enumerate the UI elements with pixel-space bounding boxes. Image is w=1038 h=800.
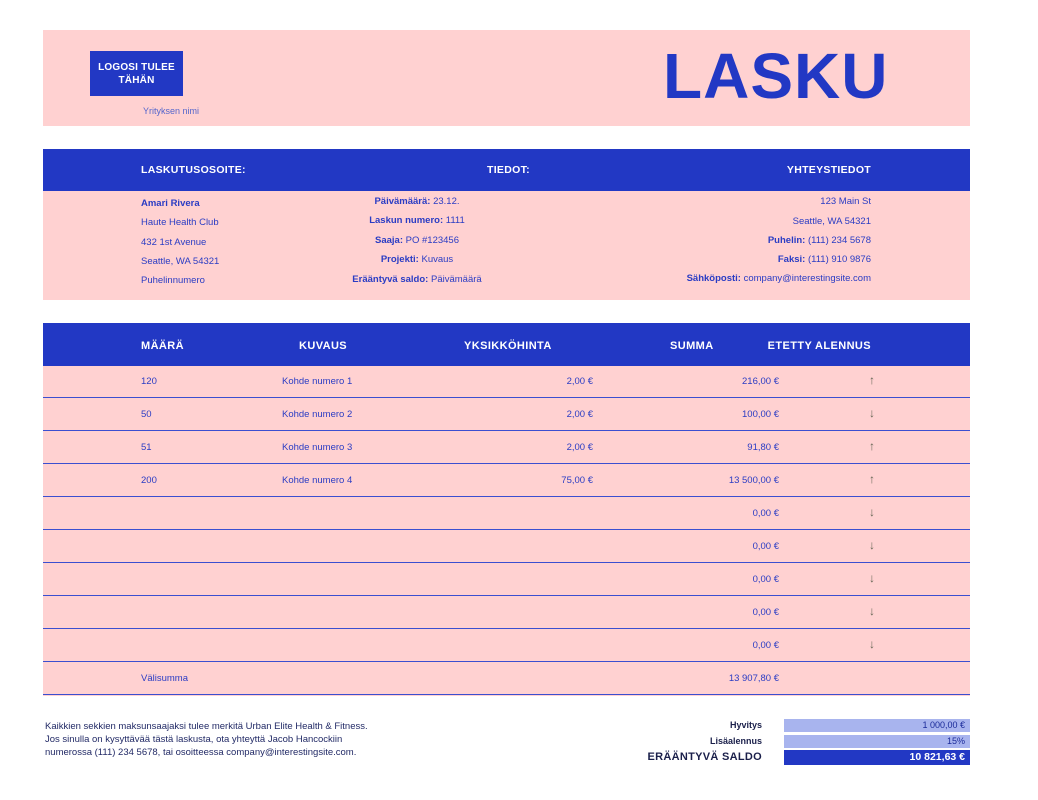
row-qty: 50 [141, 409, 152, 420]
contact-email [687, 272, 871, 286]
table-row [43, 399, 970, 431]
row-sum: 0,00 € [752, 508, 779, 519]
arrow-down-icon: ↓ [869, 538, 875, 552]
row-qty: 120 [141, 376, 157, 387]
row-desc: Kohde numero 3 [282, 442, 353, 453]
contact-phone-label: Puhelin: [767, 235, 806, 246]
contact-fax [778, 253, 871, 267]
subtotal-label: Välisumma [141, 673, 188, 684]
row-desc: Kohde numero 4 [282, 475, 353, 486]
table-row [43, 531, 970, 563]
details-heading: TIEDOT: [487, 164, 530, 176]
billing-name: Amari Rivera [141, 198, 200, 209]
contact-phone [768, 234, 871, 248]
detail-project-label: Projekti: [380, 254, 419, 265]
table-row [43, 432, 970, 464]
row-sum: 0,00 € [752, 640, 779, 651]
row-desc: Kohde numero 1 [282, 376, 353, 387]
subtotal-value: 13 907,80 € [728, 673, 779, 684]
arrow-down-icon: ↓ [869, 637, 875, 651]
detail-date-label: Päivämäärä: [374, 196, 431, 207]
detail-invoice-number [287, 214, 547, 228]
row-desc: Kohde numero 2 [282, 409, 353, 420]
detail-invoice-number-label: Laskun numero: [369, 215, 444, 226]
detail-project-value: Kuvaus [421, 254, 454, 265]
billing-street: 432 1st Avenue [141, 237, 207, 248]
table-row [43, 564, 970, 596]
arrow-down-icon: ↓ [869, 604, 875, 618]
billing-company: Haute Health Club [141, 217, 219, 228]
arrow-up-icon: ↑ [869, 472, 875, 486]
detail-date-value: 23.12. [433, 196, 460, 207]
contact-email-label: Sähköposti: [686, 273, 741, 284]
detail-due [287, 273, 547, 287]
items-table-body [43, 366, 970, 696]
table-row [43, 465, 970, 497]
row-unit-price: 2,00 € [566, 442, 593, 453]
row-qty: 200 [141, 475, 157, 486]
detail-recipient-label: Saaja: [375, 235, 403, 246]
table-row [43, 498, 970, 530]
col-header-sum: SUMMA [670, 340, 714, 352]
detail-recipient [287, 234, 547, 248]
table-row [43, 597, 970, 629]
row-sum: 0,00 € [752, 541, 779, 552]
detail-invoice-number-value: 1111 [445, 215, 465, 226]
balance-due-label: ERÄÄNTYVÄ SALDO [647, 751, 762, 763]
row-unit-price: 2,00 € [566, 376, 593, 387]
detail-date [287, 195, 547, 209]
invoice-title: LASKU [663, 40, 889, 112]
detail-recipient-value: PO #123456 [405, 235, 459, 246]
row-sum: 91,80 € [747, 442, 779, 453]
logo-placeholder: LOGOSI TULEE TÄHÄN [90, 51, 183, 96]
arrow-down-icon: ↓ [869, 406, 875, 420]
arrow-up-icon: ↑ [869, 439, 875, 453]
row-unit-price: 2,00 € [566, 409, 593, 420]
col-header-desc: KUVAUS [299, 340, 348, 352]
contact-street: 123 Main St [820, 196, 871, 207]
col-header-discount: ETETTY ALENNUS [767, 340, 871, 352]
row-unit-price: 75,00 € [561, 475, 593, 486]
note-line: Jos sinulla on kysyttävää tästä laskusta, ota yhteyttä Jacob Hancockiin [45, 734, 343, 745]
invoice-header [43, 30, 970, 126]
arrow-down-icon: ↓ [869, 571, 875, 585]
row-sum: 0,00 € [752, 607, 779, 618]
detail-due-value: Päivämäärä [430, 274, 482, 285]
billing-heading: LASKUTUSOSOITE: [141, 164, 246, 176]
table-row [43, 366, 970, 398]
credit-label: Hyvitys [729, 720, 762, 730]
billing-phone: Puhelinnumero [141, 275, 205, 286]
contact-phone-value: (111) 234 5678 [807, 235, 871, 246]
arrow-up-icon: ↑ [869, 373, 875, 387]
row-sum: 0,00 € [752, 574, 779, 585]
billing-city: Seattle, WA 54321 [141, 256, 220, 267]
arrow-down-icon: ↓ [869, 505, 875, 519]
col-header-unit: YKSIKKÖHINTA [464, 340, 552, 352]
row-sum: 100,00 € [742, 409, 779, 420]
note-line: Kaikkien sekkien maksunsaajaksi tulee merkitä Urban Elite Health & Fitness. [45, 721, 368, 732]
contact-heading: YHTEYSTIEDOT [786, 164, 871, 176]
contact-email-value: company@interestingsite.com [743, 273, 871, 284]
extra-discount-label: Lisäalennus [709, 736, 762, 746]
detail-due-label: Erääntyvä saldo: [352, 274, 429, 285]
payment-note [45, 720, 368, 759]
subtotal-row [43, 663, 970, 695]
table-row [43, 630, 970, 662]
balance-due-value: 10 821,63 € [784, 750, 970, 765]
company-name: Yrityksen nimi [143, 106, 200, 116]
note-line: numerossa (111) 234 5678, tai osoitteessa company@interestingsite.com. [45, 747, 357, 758]
info-body [43, 191, 970, 300]
info-heading-bar [43, 149, 970, 191]
col-header-qty: MÄÄRÄ [141, 340, 184, 352]
contact-city: Seattle, WA 54321 [792, 216, 871, 227]
row-sum: 13 500,00 € [728, 475, 779, 486]
contact-fax-label: Faksi: [777, 254, 806, 265]
contact-fax-value: (111) 910 9876 [807, 254, 871, 265]
extra-discount-value: 15% [784, 735, 970, 748]
items-table-header [43, 323, 970, 366]
detail-project [287, 253, 547, 267]
row-qty: 51 [141, 442, 152, 453]
credit-value: 1 000,00 € [784, 719, 970, 732]
row-sum: 216,00 € [742, 376, 779, 387]
